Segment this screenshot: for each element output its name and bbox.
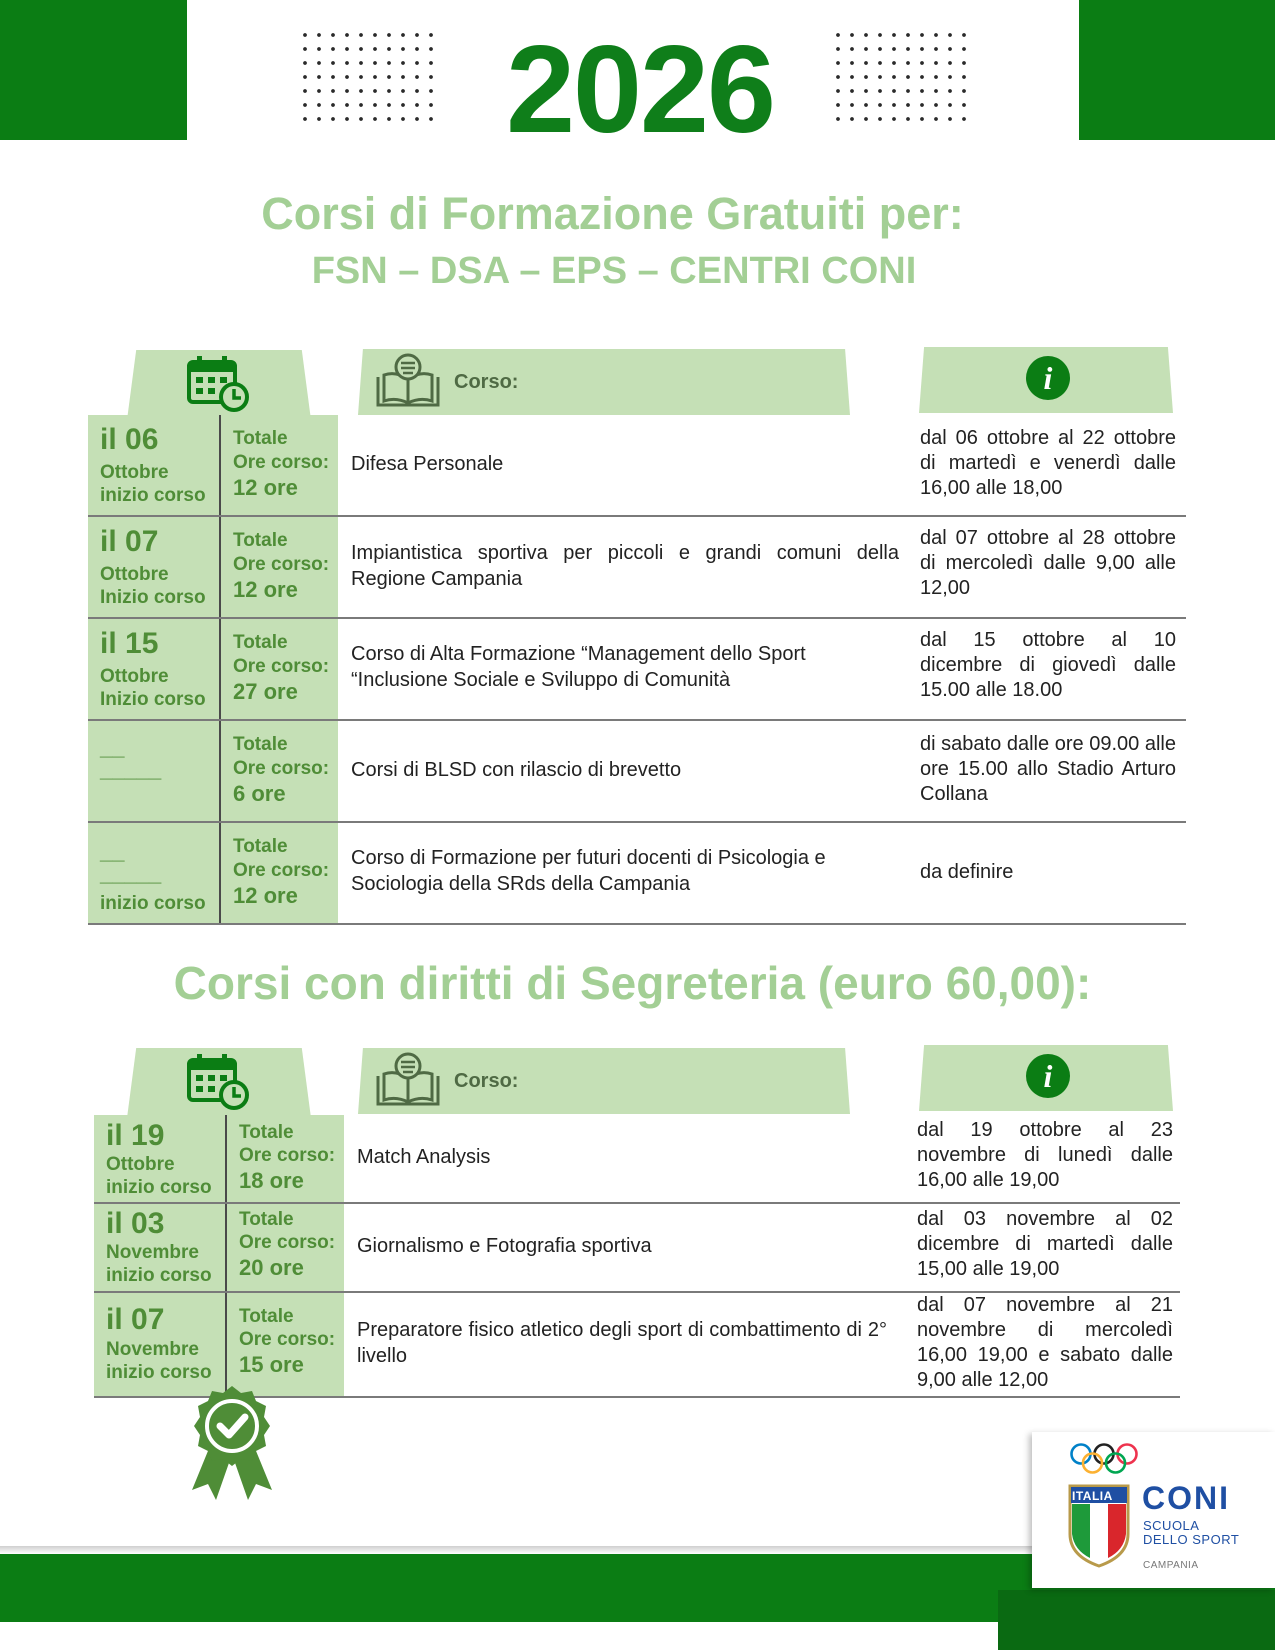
header-right-bar [1079, 0, 1275, 140]
start-day: il 15 [100, 627, 159, 660]
start-month: Ottobre [100, 666, 169, 687]
course-name: Giornalismo e Fotografia sportiva [357, 1235, 652, 1257]
start-day: il 07 [100, 525, 159, 558]
total-label: Totale [233, 530, 288, 551]
section2-table [94, 1045, 1180, 1400]
start-label: inizio corso [106, 1362, 212, 1383]
dots-decoration-left [298, 28, 438, 128]
start-label: Inizio corso [100, 587, 206, 608]
date-cell [94, 1204, 227, 1291]
section2-title: Corsi con diritti di Segreteria (euro 60,00): [173, 957, 1092, 1009]
start-day: il 03 [106, 1207, 165, 1240]
start-label: Inizio corso [100, 689, 206, 710]
start-label: inizio corso [106, 1265, 212, 1286]
start-day: il 06 [100, 423, 159, 456]
course-schedule: dal 06 ottobre al 22 ottobre di martedì e venerdì dalle 16,00 alle 18,00 [920, 427, 1176, 499]
course-name: Corso di Formazione per futuri docenti di Psicologia e Sociologia della SRds della Campania [351, 847, 826, 895]
header-left-bar [0, 0, 187, 140]
table-row [88, 823, 1186, 925]
course-name: Impiantistica sportiva per piccoli e grandi comuni della Regione Campania [351, 542, 899, 590]
book-chat-icon [374, 1052, 442, 1110]
hours-label: Ore corso: [233, 758, 330, 779]
course-schedule: dal 19 ottobre al 23 novembre di lunedì dalle 16,00 alle 19,00 [917, 1119, 1173, 1191]
italia-label: ITALIA [1072, 1489, 1113, 1503]
hours-cell [221, 517, 338, 617]
hours-label: Ore corso: [239, 1232, 336, 1253]
date-cell [88, 619, 221, 719]
hours-label: Ore corso: [233, 656, 330, 677]
start-day: il 19 [106, 1119, 165, 1152]
hours-cell [221, 415, 338, 515]
course-schedule: dal 07 ottobre al 28 ottobre di mercoledì dalle 9,00 alle 12,00 [920, 527, 1176, 599]
start-day: il 07 [106, 1303, 165, 1336]
start-month: Novembre [106, 1339, 199, 1360]
table-row [94, 1115, 1180, 1204]
course-name: Corsi di BLSD con rilascio di brevetto [351, 759, 682, 781]
hours-cell [221, 619, 338, 719]
hours-label: Ore corso: [239, 1145, 336, 1166]
table-row [88, 415, 1186, 517]
table-row [88, 517, 1186, 619]
footer-corner-block [998, 1590, 1275, 1650]
start-label: inizio corso [100, 485, 206, 506]
date-cell [88, 721, 221, 821]
scuola-label: SCUOLA [1143, 1518, 1200, 1533]
date-cell [88, 415, 221, 515]
table-row [88, 619, 1186, 721]
total-label: Totale [239, 1122, 294, 1143]
hours-value: 12 ore [233, 883, 298, 908]
hours-cell [221, 823, 338, 923]
total-label: Totale [233, 734, 288, 755]
total-label: Totale [233, 632, 288, 653]
book-chat-icon [374, 353, 442, 411]
hours-value: 20 ore [239, 1255, 304, 1280]
hours-cell [227, 1204, 344, 1291]
footer-white-strip [0, 1622, 1000, 1650]
hours-value: 6 ore [233, 781, 286, 806]
start-month: Novembre [106, 1242, 199, 1263]
calendar-clock-icon [186, 1052, 252, 1112]
course-name: Difesa Personale [351, 453, 504, 475]
hours-label: Ore corso: [233, 860, 330, 881]
year-title: 2026 [506, 21, 774, 159]
table-row [88, 721, 1186, 823]
hours-cell [227, 1293, 344, 1396]
start-month: Ottobre [100, 462, 169, 483]
start-month: Ottobre [100, 564, 169, 585]
date-cell [94, 1115, 227, 1202]
section1-title: Corsi di Formazione Gratuiti per: [261, 188, 964, 239]
course-name: Match Analysis [357, 1146, 491, 1168]
hours-label: Ore corso: [233, 554, 330, 575]
course-schedule: dal 07 novembre al 21 novembre di mercoledì 16,00 19,00 e sabato dalle 9,00 alle 12,00 [917, 1294, 1173, 1391]
total-label: Totale [233, 428, 288, 449]
start-label: inizio corso [106, 1177, 212, 1198]
hours-label: Ore corso: [233, 452, 330, 473]
campania-label: CAMPANIA [1143, 1560, 1199, 1571]
hours-value: 15 ore [239, 1352, 304, 1377]
course-schedule: dal 15 ottobre al 10 dicembre di giovedì dalle 15.00 alle 18.00 [920, 629, 1176, 701]
coni-logo-card [1032, 1432, 1275, 1588]
start-label: inizio corso [100, 893, 206, 914]
hours-cell [227, 1115, 344, 1202]
table-rows [88, 415, 1186, 925]
date-cell [88, 517, 221, 617]
info-icon: i [1026, 356, 1070, 400]
course-name: Preparatore fisico atletico degli sport di combattimento di 2° livello [357, 1319, 887, 1367]
start-month-blank: _____ [100, 757, 162, 782]
hours-label: Ore corso: [239, 1329, 336, 1350]
hours-value: 12 ore [233, 475, 298, 500]
dello-sport-label: DELLO SPORT [1143, 1532, 1240, 1547]
start-day-blank: __ [100, 735, 125, 760]
course-tab-label: Corso: [454, 371, 519, 393]
start-month-blank: _____ [100, 861, 162, 886]
hours-value: 12 ore [233, 577, 298, 602]
section1-table [88, 345, 1186, 925]
course-schedule: dal 03 novembre al 02 dicembre di martedì dalle 15,00 alle 19,00 [917, 1208, 1173, 1280]
calendar-clock-icon [186, 354, 252, 414]
date-cell [88, 823, 221, 923]
total-label: Totale [239, 1209, 294, 1230]
table-row [94, 1204, 1180, 1293]
start-month: Ottobre [106, 1154, 175, 1175]
hours-cell [221, 721, 338, 821]
dots-decoration-right [831, 28, 971, 128]
total-label: Totale [233, 836, 288, 857]
coni-wordmark: CONI [1142, 1480, 1230, 1516]
olympic-rings-icon [1068, 1442, 1140, 1476]
course-schedule: di sabato dalle ore 09.00 alle ore 15.00 allo Stadio Arturo Collana [920, 733, 1176, 805]
start-day-blank: __ [100, 839, 125, 864]
course-tab-label: Corso: [454, 1070, 519, 1092]
date-cell [94, 1293, 227, 1396]
hours-value: 27 ore [233, 679, 298, 704]
total-label: Totale [239, 1306, 294, 1327]
award-ribbon-icon [186, 1384, 278, 1502]
info-icon: i [1026, 1054, 1070, 1098]
table-row [94, 1293, 1180, 1398]
hours-value: 18 ore [239, 1168, 304, 1193]
section1-subtitle: FSN – DSA – EPS – CENTRI CONI [311, 250, 917, 292]
table-rows [94, 1115, 1180, 1400]
course-name: Corso di Alta Formazione “Management dello Sport “Inclusione Sociale e Sviluppo di Comunità [351, 643, 806, 691]
course-schedule: da definire [920, 861, 1014, 883]
